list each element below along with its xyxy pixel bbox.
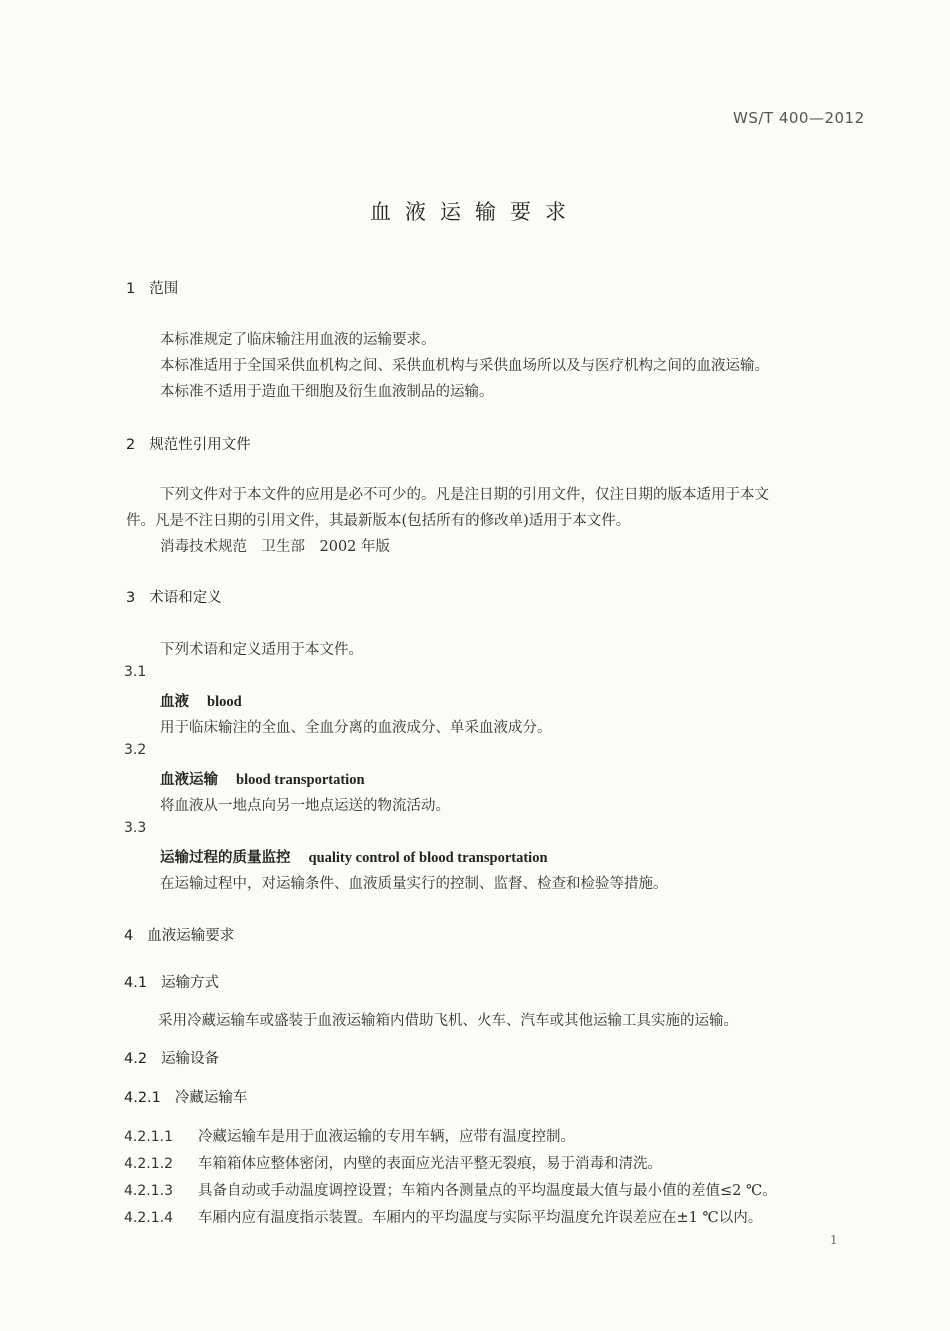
item-number: 4.2.1.1 — [124, 1129, 173, 1145]
term-en: blood transportation — [236, 772, 365, 788]
term-en: quality control of blood transportation — [308, 850, 548, 866]
paragraph-line: 件。凡是不注日期的引用文件，其最新版本(包括所有的修改单)适用于本文件。 — [126, 513, 631, 529]
section-1-heading — [126, 277, 178, 298]
item-text: 车箱箱体应整体密闭，内壁的表面应光洁平整无裂痕，易于消毒和清洗。 — [198, 1156, 662, 1172]
section-2-heading — [126, 433, 251, 454]
section-4-heading — [124, 924, 234, 945]
section-title: 血液运输要求 — [147, 928, 235, 944]
item-text: 具备自动或手动温度调控设置；车箱内各测量点的平均温度最大值与最小值的差值≤2 ℃。 — [198, 1183, 777, 1199]
document-title: 血液运输要求 — [370, 200, 580, 224]
term-zh: 运输过程的质量监控 — [160, 850, 291, 866]
term-heading — [160, 846, 548, 867]
item-text: 冷藏运输车是用于血液运输的专用车辆，应带有温度控制。 — [198, 1129, 575, 1145]
subsection-number: 4.1 — [124, 975, 148, 991]
term-definition: 用于临床输注的全血、全血分离的血液成分、单采血液成分。 — [160, 720, 552, 736]
subsection-4-1-heading — [124, 971, 219, 992]
subsection-number: 4.2.1 — [124, 1090, 161, 1106]
section-number: 1 — [126, 281, 136, 297]
list-item — [124, 1152, 662, 1173]
subsection-4-2-1-heading — [124, 1086, 247, 1107]
subsection-title: 冷藏运输车 — [174, 1090, 248, 1106]
section-3-heading — [126, 586, 222, 607]
standard-number: WS/T 400—2012 — [733, 109, 865, 127]
list-item — [124, 1179, 777, 1200]
section-title: 规范性引用文件 — [149, 437, 251, 453]
page-number: 1 — [830, 1233, 838, 1247]
subsection-number: 4.2 — [124, 1051, 148, 1067]
subsection-title: 运输方式 — [161, 975, 220, 991]
term-number: 3.3 — [124, 820, 147, 836]
item-text: 车厢内应有温度指示装置。车厢内的平均温度与实际平均温度允许误差应在±1 ℃以内。 — [198, 1210, 763, 1226]
item-number: 4.2.1.3 — [124, 1183, 173, 1199]
list-item — [124, 1125, 575, 1146]
paragraph-line: 下列文件对于本文件的应用是必不可少的。凡是注日期的引用文件，仅注日期的版本适用于本文 — [160, 487, 769, 503]
term-en: blood — [207, 694, 242, 710]
section-title: 范围 — [149, 281, 179, 297]
paragraph: 本标准不适用于造血干细胞及衍生血液制品的运输。 — [160, 384, 494, 400]
term-definition: 在运输过程中，对运输条件、血液质量实行的控制、监督、检查和检验等措施。 — [160, 876, 668, 892]
subsection-4-2-heading — [124, 1047, 219, 1068]
term-number: 3.2 — [124, 742, 147, 758]
item-number: 4.2.1.4 — [124, 1210, 173, 1226]
section-number: 2 — [126, 437, 136, 453]
section-number: 3 — [126, 590, 136, 606]
term-heading — [160, 690, 242, 711]
normative-reference: 消毒技术规范 卫生部 2002 年版 — [160, 539, 391, 555]
paragraph: 本标准规定了临床输注用血液的运输要求。 — [160, 332, 436, 348]
term-zh: 血液 — [160, 694, 189, 710]
list-item — [124, 1206, 762, 1227]
item-number: 4.2.1.2 — [124, 1156, 173, 1172]
term-definition: 将血液从一地点向另一地点运送的物流活动。 — [160, 798, 450, 814]
term-heading — [160, 768, 365, 789]
section-number: 4 — [124, 928, 134, 944]
paragraph: 下列术语和定义适用于本文件。 — [160, 642, 363, 658]
term-zh: 血液运输 — [160, 772, 218, 788]
section-title: 术语和定义 — [149, 590, 222, 606]
term-number: 3.1 — [124, 664, 147, 680]
paragraph: 本标准适用于全国采供血机构之间、采供血机构与采供血场所以及与医疗机构之间的血液运输。 — [160, 358, 769, 374]
subsection-title: 运输设备 — [161, 1051, 220, 1067]
paragraph: 采用冷藏运输车或盛装于血液运输箱内借助飞机、火车、汽车或其他运输工具实施的运输。 — [158, 1013, 738, 1029]
